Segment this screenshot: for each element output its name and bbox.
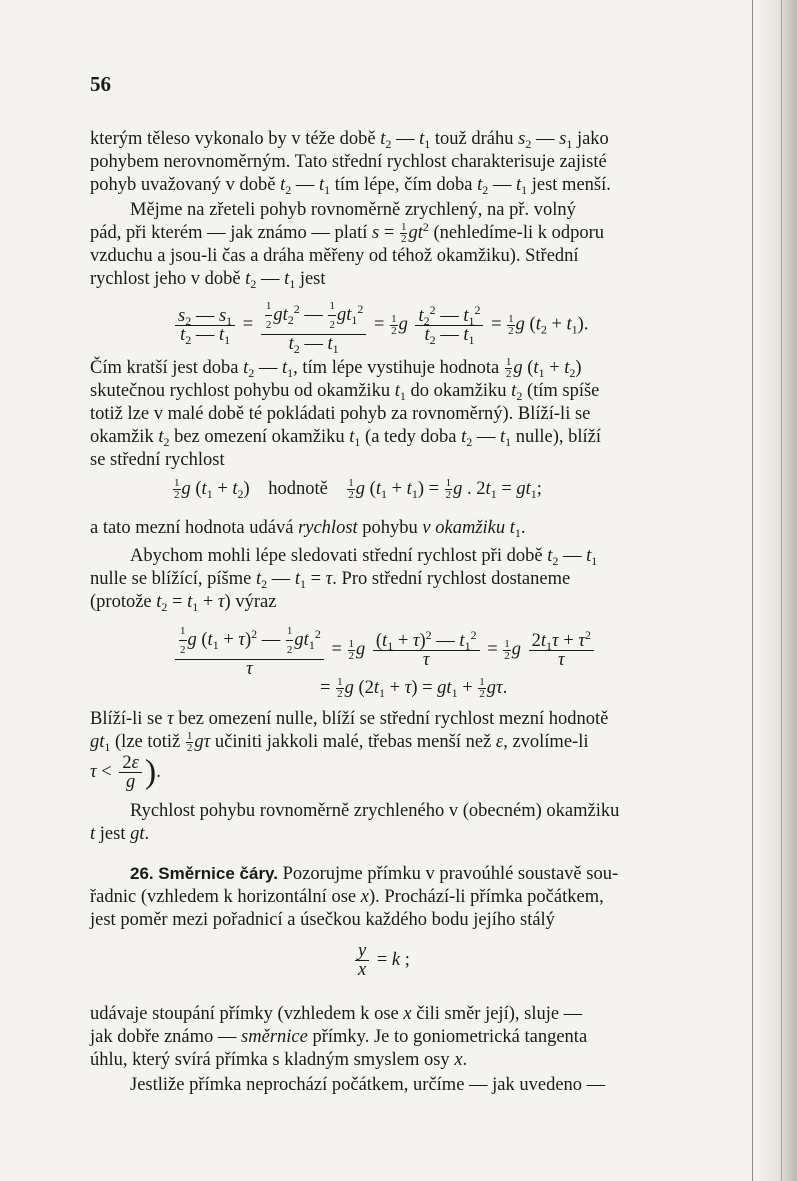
equation: τ < $\frac{2\varepsilon}{g}$ ). xyxy=(90,753,161,792)
text-line: jest poměr mezi pořadnicí a úsečkou každého bodu jejího stálý xyxy=(90,910,555,930)
text-line: úhlu, který svírá přímka s kladným smyslem osy x. xyxy=(90,1050,468,1070)
text-line: a tato mezní hodnota udává rychlost pohybu v okamžiku $t_1$. xyxy=(90,518,526,540)
text-line: Čím kratší jest doba $t_2$ — $t_1$, tím lépe vystihuje hodnota $\frac{1}{2}$ g $(t_1 + t_2)$ xyxy=(90,356,582,381)
page-edge-line xyxy=(781,0,782,1181)
text-line: Mějme na zřeteli pohyb rovnoměrně zrychlený, na př. volný xyxy=(130,200,576,220)
text-line: jak dobře známo — směrnice přímky. Je to goniometrická tangenta xyxy=(90,1027,588,1047)
text-line: Abychom mohli lépe sledovati střední rychlost při době $t_2$ — $t_1$ xyxy=(130,546,598,568)
text-line: nulle se blížící, píšme $t_2$ — $t_1 = \tau$. Pro střední rychlost dostaneme xyxy=(90,569,571,591)
text-line: se střední rychlost xyxy=(90,450,225,470)
text-line: řadnic (vzhledem k horizontální ose x). Prochází-li přímka počátkem, xyxy=(90,887,604,907)
text-line: okamžik $t_2$ bez omezení okamžiku $t_1$ (a tedy doba $t_2$ — $t_1$ nulle), blíží xyxy=(90,427,602,449)
text-line: kterým těleso vykonalo by v téže době $t_2$ — $t_1$ touž dráhu $s_2$ — $s_1$ jako xyxy=(90,129,609,151)
text-line: udávaje stoupání přímky (vzhledem k ose x čili směr její), sluje — xyxy=(90,1004,583,1024)
text-line: vzduchu a jsou-li čas a dráha měřeny od téhož okamžiku). Střední xyxy=(90,246,579,266)
text-line: (protože $t_2 = t_1 + \tau$) výraz xyxy=(90,592,277,614)
text-line: skutečnou rychlost pohybu od okamžiku $t_1$ do okamžiku $t_2$ (tím spíše xyxy=(90,381,600,403)
text-line: t jest gt. xyxy=(90,824,150,844)
equation: = $\frac{1}{2}$ g $(2t_1 + \tau) = gt_1$ + $\frac{1}{2}$ gτ. xyxy=(320,676,508,700)
page-edge-shadow xyxy=(755,0,797,1181)
text-line: rychlost jeho v době $t_2$ — $t_1$ jest xyxy=(90,269,326,291)
equation: $\frac{1}{2}$ g $(t_1 + t_2)$ hodnotě $\frac{1}{2}$ g $(t_1 + t_1)$ = $\frac{1}{2}$ g . $2t_1 = gt_1$; xyxy=(174,477,542,501)
equation: $\frac{1}{2}$ g $(t_1 + \tau)^2$ — $\frac{1}{2}$ $gt_1^2$ τ = $\frac{1}{2}$ g $\frac{(t_1 + \tau)^2 — t_1^2}{\tau}$ = $\frac{1}{2}$ g $\frac{2t_1\tau + \tau^2}{\tau}$ xyxy=(172,622,597,678)
text-line: totiž lze v malé době té pokládati pohyb za rovnoměrný). Blíží-li se xyxy=(90,404,591,424)
page-edge-line xyxy=(752,0,753,1181)
text-line: $gt_1$ (lze totiž $\frac{1}{2}$ gτ učiniti jakkoli malé, třebas menší než ε, zvolíme-li xyxy=(90,730,589,755)
text-line: pohyb uvažovaný v době $t_2$ — $t_1$ tím lépe, čím doba $t_2$ — $t_1$ jest menší. xyxy=(90,175,611,197)
text-line: pohybem nerovnoměrným. Tato střední rychlost charakterisuje zajisté xyxy=(90,152,607,172)
text-line: Jestliže přímka neprochází počátkem, určíme — jak uvedeno — xyxy=(130,1075,606,1095)
text-line: Rychlost pohybu rovnoměrně zrychleného v (obecném) okamžiku xyxy=(130,801,620,821)
text-line: pád, při kterém — jak známo — platí s = $\frac{1}{2}$ $gt^2$ (nehledíme-li k odporu xyxy=(90,220,605,246)
page-number: 56 xyxy=(90,72,111,96)
section-heading: 26. Směrnice čáry. Pozorujme přímku v pravoúhlé soustavě sou- xyxy=(130,864,619,884)
text-line: Blíží-li se τ bez omezení nulle, blíží se střední rychlost mezní hodnotě xyxy=(90,709,609,729)
equation: $\frac{s_2 — s_1}{t_2 — t_1}$ = $\frac{1}{2}$ $gt_2^2$ — $\frac{1}{2}$ $gt_1^2$ $t_2$ — $t_1$ = $\frac{1}{2}$ g $\frac{t_2^2 — t_1^2}{t_2 — t_1}$ = $\frac{1}{2}$ g $(t_2 + t_1)$. xyxy=(172,297,588,353)
equation: $\frac{y}{x}$ = k ; xyxy=(352,942,410,979)
